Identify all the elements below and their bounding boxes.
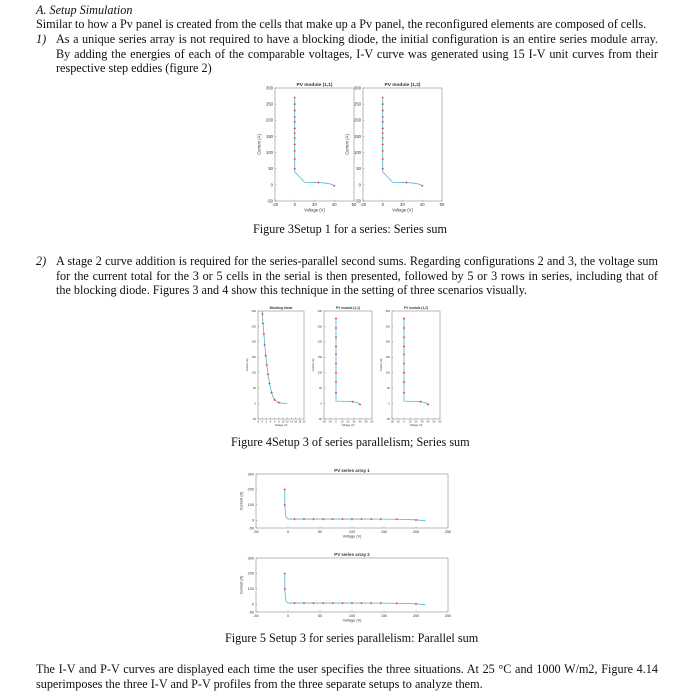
data-point: [382, 116, 384, 118]
x-tick-label: 6: [274, 420, 276, 424]
x-tick-label: 10: [340, 420, 344, 424]
data-point: [303, 602, 305, 604]
x-tick-label: 20: [414, 420, 418, 424]
data-point: [294, 132, 296, 134]
chart-title: PV module (1,2): [384, 83, 421, 88]
y-tick-label: 0: [251, 518, 254, 523]
data-point: [267, 373, 269, 375]
x-tick-label: 40: [426, 420, 430, 424]
x-tick-label: 30: [420, 420, 424, 424]
x-tick-label: 60: [351, 202, 357, 208]
y-tick-label: 300: [247, 556, 254, 561]
x-tick-label: 60: [370, 420, 374, 424]
data-point: [284, 572, 286, 574]
closing-paragraph: The I-V and P-V curves are displayed each time the user specifies the three situations. At 25 °C and 1000 W/m2, Figure 4.14 superimposes the three I-V and P-V profiles from the three separate setups to analyze them.: [36, 662, 658, 691]
data-point: [403, 392, 405, 394]
x-tick-label: 50: [432, 420, 436, 424]
data-point: [341, 518, 343, 520]
y-tick-label: 200: [247, 571, 254, 576]
y-axis-label: Current (A): [239, 575, 244, 595]
data-point: [380, 518, 382, 520]
y-tick-label: 300: [247, 472, 254, 477]
data-point: [294, 103, 296, 105]
data-point: [403, 353, 405, 355]
y-tick-label: 100: [266, 149, 273, 155]
chart-title: Blocking diode: [269, 306, 293, 310]
data-point: [317, 181, 319, 183]
y-tick-label: 150: [317, 356, 322, 360]
y-axis-label: Current (A): [239, 491, 244, 511]
y-tick-label: 150: [251, 356, 256, 360]
x-tick-label: -20: [390, 420, 394, 424]
y-tick-label: 0: [254, 402, 256, 406]
data-point: [294, 168, 296, 170]
y-tick-label: 50: [319, 387, 322, 391]
data-point: [284, 588, 286, 590]
x-tick-label: -50: [253, 613, 259, 618]
figure-5-caption: Figure 5 Setup 3 for series parallelism: Parallel sum: [225, 631, 479, 645]
x-tick-label: 100: [348, 613, 356, 618]
list-item-2: [36, 254, 658, 298]
list-item-text: A stage 2 curve addition is required for the series-parallel second sums. Regarding configurations 2 and 3, the voltage sum for the current total for the 3 or 5 cells in the serial is then presented, followed by 5 or 3 rows in series, including that of the blocking diode. Figures 3 and 4 show this technique in the setting of three scenarios visually.: [56, 254, 658, 298]
plot-frame: [363, 88, 442, 201]
x-tick-label: 40: [419, 202, 425, 208]
x-tick-label: -10: [328, 420, 332, 424]
y-tick-label: 0: [251, 602, 254, 607]
plot-frame: [392, 311, 440, 419]
chart-pv-series-array-1: [236, 464, 456, 548]
y-tick-label: 100: [251, 371, 256, 375]
chart-pv-module-1-2-setup3: [382, 301, 444, 433]
x-tick-label: 18: [298, 420, 302, 424]
data-point: [294, 110, 296, 112]
chart-title: PV module (1,1): [336, 306, 360, 310]
chart-title: PV module (1,1): [296, 83, 333, 88]
data-point: [335, 318, 337, 320]
x-tick-label: 200: [412, 529, 420, 534]
data-point: [396, 518, 398, 520]
data-point: [268, 382, 270, 384]
list-item-number: 2): [36, 254, 47, 268]
data-point: [361, 518, 363, 520]
y-tick-label: 100: [247, 587, 254, 592]
x-tick-label: 50: [364, 420, 368, 424]
data-point: [335, 327, 337, 329]
data-point: [341, 602, 343, 604]
series-line: [285, 573, 426, 604]
x-tick-label: 0: [381, 202, 384, 208]
series-line: [404, 317, 428, 404]
data-point: [370, 518, 372, 520]
y-tick-label: 300: [385, 309, 390, 313]
data-point: [403, 336, 405, 338]
x-axis-label: Voltage (V): [392, 207, 413, 213]
y-tick-label: 100: [385, 371, 390, 375]
chart-pv-series-array-2: [236, 548, 456, 632]
y-tick-label: -50: [252, 417, 256, 421]
y-tick-label: 250: [317, 325, 322, 329]
data-point: [303, 518, 305, 520]
x-tick-label: 50: [317, 613, 323, 618]
y-tick-label: 200: [354, 117, 361, 123]
x-tick-label: 50: [317, 529, 323, 534]
y-tick-label: -50: [248, 610, 254, 615]
y-tick-label: 150: [266, 133, 273, 139]
y-tick-label: 50: [356, 166, 361, 172]
data-point: [382, 97, 384, 99]
x-axis-label: Voltage (V): [341, 424, 355, 428]
data-point: [264, 344, 266, 346]
series-line: [336, 317, 360, 404]
chart-pv-module-1-1-setup3: [314, 301, 376, 433]
y-tick-label: 200: [247, 487, 254, 492]
y-tick-label: 250: [354, 101, 361, 107]
data-point: [294, 150, 296, 152]
x-tick-label: 30: [352, 420, 356, 424]
data-point: [332, 518, 334, 520]
plot-frame: [324, 311, 372, 419]
intro-paragraph: Similar to how a Pv panel is created from the cells that make up a Pv panel, the reconfigured elements are composed of cells.: [36, 17, 647, 31]
chart-title: PV series array 1: [334, 468, 370, 473]
x-tick-label: 40: [331, 202, 337, 208]
y-axis-label: Current (A): [246, 358, 250, 372]
data-point: [405, 181, 407, 183]
data-point: [335, 336, 337, 338]
data-point: [382, 121, 384, 123]
data-point: [284, 488, 286, 490]
data-point: [403, 381, 405, 383]
data-point: [382, 132, 384, 134]
data-point: [294, 121, 296, 123]
y-tick-label: 0: [270, 182, 273, 188]
data-point: [352, 401, 354, 403]
x-axis-label: Voltage (V): [304, 207, 325, 213]
series-line: [262, 311, 287, 403]
data-point: [361, 602, 363, 604]
data-point: [313, 518, 315, 520]
data-point: [332, 602, 334, 604]
y-axis-label: Current (A): [312, 358, 316, 372]
x-tick-label: 100: [348, 529, 356, 534]
x-tick-label: 16: [294, 420, 298, 424]
data-point: [396, 602, 398, 604]
y-axis-label: Current (A): [256, 134, 262, 155]
data-point: [403, 327, 405, 329]
list-item-1: [36, 32, 658, 76]
x-axis-label: Voltage (V): [342, 618, 362, 623]
y-tick-label: 100: [317, 371, 322, 375]
data-point: [415, 603, 417, 605]
data-point: [382, 137, 384, 139]
y-axis-label: Current (A): [344, 134, 350, 155]
data-point: [335, 353, 337, 355]
y-tick-label: 0: [358, 182, 361, 188]
figure-3-caption: Figure 3Setup 1 for a series: Series sum: [253, 222, 447, 236]
x-tick-label: 60: [439, 202, 445, 208]
y-tick-label: 200: [317, 340, 322, 344]
data-point: [403, 372, 405, 374]
series-line: [295, 98, 335, 186]
list-item-number: 1): [36, 32, 47, 46]
y-tick-label: -50: [318, 417, 322, 421]
data-point: [322, 518, 324, 520]
x-tick-label: 250: [444, 529, 452, 534]
x-tick-label: 0: [286, 529, 290, 534]
data-point: [265, 355, 267, 357]
y-tick-label: 0: [388, 402, 390, 406]
y-tick-label: 200: [251, 340, 256, 344]
x-tick-label: 20: [400, 202, 405, 208]
y-tick-label: 200: [266, 117, 273, 123]
data-point: [313, 602, 315, 604]
data-point: [370, 602, 372, 604]
x-tick-label: -10: [396, 420, 400, 424]
data-point: [335, 372, 337, 374]
chart-pv-module-1-2: [342, 77, 454, 227]
data-point: [420, 401, 422, 403]
x-tick-label: -20: [359, 202, 367, 208]
data-point: [335, 381, 337, 383]
y-tick-label: -50: [266, 198, 273, 204]
x-tick-label: 40: [358, 420, 362, 424]
chart-title: PV series array 2: [334, 552, 370, 557]
y-tick-label: 50: [387, 387, 390, 391]
x-tick-label: 200: [412, 613, 420, 618]
data-point: [382, 103, 384, 105]
x-tick-label: 20: [346, 420, 350, 424]
x-tick-label: 0: [286, 613, 290, 618]
data-point: [294, 158, 296, 160]
y-tick-label: 300: [317, 309, 322, 313]
data-point: [263, 333, 265, 335]
x-tick-label: 20: [302, 420, 306, 424]
data-point: [294, 116, 296, 118]
x-tick-label: 250: [444, 613, 452, 618]
x-tick-label: 150: [380, 529, 388, 534]
x-tick-label: 4: [269, 420, 272, 424]
x-axis-label: Voltage (V): [342, 534, 362, 539]
x-axis-label: Voltage (V): [409, 424, 423, 428]
series-line: [285, 489, 426, 520]
data-point: [266, 364, 268, 366]
chart-blocking-diode: [248, 301, 306, 433]
x-tick-label: 2: [265, 420, 268, 424]
data-point: [382, 168, 384, 170]
x-tick-label: -50: [253, 529, 259, 534]
section-heading: A. Setup Simulation: [36, 3, 133, 17]
y-tick-label: 150: [354, 133, 361, 139]
x-tick-label: -20: [322, 420, 326, 424]
y-tick-label: 250: [385, 325, 390, 329]
x-tick-label: 0: [403, 420, 405, 424]
x-tick-label: 60: [438, 420, 442, 424]
y-tick-label: -50: [248, 526, 254, 531]
data-point: [294, 97, 296, 99]
data-point: [294, 137, 296, 139]
y-tick-label: 300: [354, 85, 361, 91]
data-point: [294, 127, 296, 129]
x-tick-label: -2: [256, 420, 260, 424]
y-tick-label: 300: [251, 309, 256, 313]
y-tick-label: 50: [268, 166, 273, 172]
data-point: [335, 345, 337, 347]
y-tick-label: 50: [253, 387, 256, 391]
y-tick-label: 100: [247, 503, 254, 508]
x-tick-label: 20: [312, 202, 317, 208]
x-axis-label: Voltage (V): [274, 424, 288, 428]
data-point: [335, 392, 337, 394]
y-tick-label: 250: [251, 325, 256, 329]
y-tick-label: 150: [385, 356, 390, 360]
y-tick-label: 250: [266, 101, 273, 107]
data-point: [351, 602, 353, 604]
series-line: [383, 98, 423, 186]
data-point: [262, 322, 264, 324]
data-point: [403, 318, 405, 320]
x-tick-label: 0: [261, 420, 263, 424]
y-tick-label: -50: [386, 417, 390, 421]
y-tick-label: 200: [385, 340, 390, 344]
data-point: [382, 127, 384, 129]
data-point: [382, 110, 384, 112]
y-tick-label: 300: [266, 85, 273, 91]
list-item-text: As a unique series array is not required to have a blocking diode, the initial configuration is an entire series module array. By adding the energies of each of the comparable voltages, I-V curve was generated using 15 I-V unit curves from their respective step eddies (figure 2): [56, 32, 658, 76]
data-point: [382, 143, 384, 145]
x-tick-label: 10: [408, 420, 412, 424]
data-point: [293, 518, 295, 520]
data-point: [380, 602, 382, 604]
x-tick-label: 10: [281, 420, 285, 424]
data-point: [294, 143, 296, 145]
y-tick-label: 0: [320, 402, 322, 406]
data-point: [284, 504, 286, 506]
data-point: [293, 602, 295, 604]
x-tick-label: 12: [285, 420, 289, 424]
x-tick-label: 0: [293, 202, 296, 208]
figure-4-caption: Figure 4Setup 3 of series parallelism; Series sum: [231, 435, 470, 449]
y-axis-label: Current (A): [380, 358, 384, 372]
data-point: [322, 602, 324, 604]
data-point: [415, 519, 417, 521]
data-point: [351, 518, 353, 520]
x-tick-label: 150: [380, 613, 388, 618]
data-point: [403, 345, 405, 347]
chart-title: PV module (1,2): [404, 306, 428, 310]
x-tick-label: -20: [271, 202, 279, 208]
x-tick-label: 0: [335, 420, 337, 424]
x-tick-label: 14: [290, 420, 293, 424]
data-point: [382, 150, 384, 152]
y-tick-label: -50: [354, 198, 361, 204]
data-point: [403, 362, 405, 364]
data-point: [335, 362, 337, 364]
data-point: [382, 158, 384, 160]
data-point: [261, 313, 263, 315]
x-tick-label: 8: [278, 420, 280, 424]
y-tick-label: 100: [354, 149, 361, 155]
